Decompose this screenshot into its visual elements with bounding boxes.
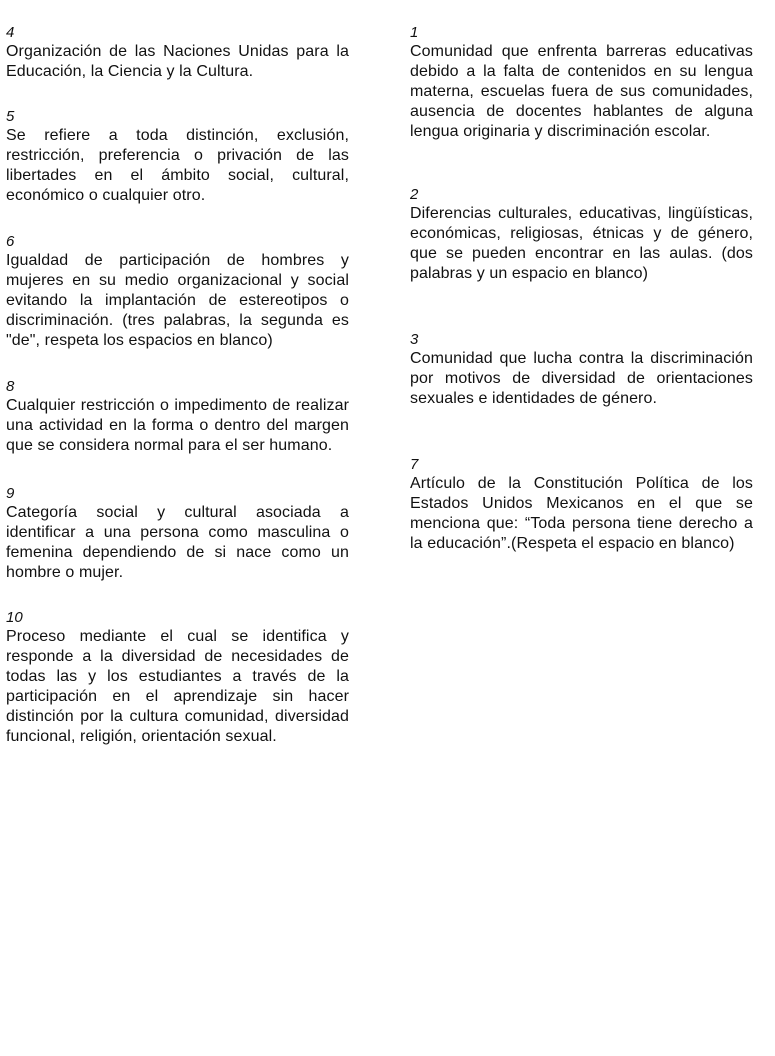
clue-text: Organización de las Naciones Unidas para la Educación, la Ciencia y la Cultura. xyxy=(6,43,349,80)
clues-column-right xyxy=(410,24,753,554)
clue-4 xyxy=(6,24,349,82)
clue-text: Comunidad que enfrenta barreras educativas debido a la falta de contenidos en su lengua materna, escuelas fuera de sus comunidades, ausencia de docentes hablantes de alguna lengua originaria y discriminación escolar. xyxy=(410,43,753,140)
clue-2 xyxy=(410,186,753,284)
clue-8 xyxy=(6,378,349,456)
clue-9 xyxy=(6,485,349,583)
clue-text: Artículo de la Constitución Política de los Estados Unidos Mexicanos en el que se menciona que: “Toda persona tiene derecho a la educación”.(Respeta el espacio en blanco) xyxy=(410,475,753,552)
clue-number: 1 xyxy=(410,24,419,41)
clue-text: Diferencias culturales, educativas, lingüísticas, económicas, religiosas, étnicas y de género, que se pueden encontrar en las aulas. (dos palabras y un espacio en blanco) xyxy=(410,205,753,282)
clue-text: Proceso mediante el cual se identifica y responde a la diversidad de necesidades de todas las y los estudiantes a través de la participación en el aprendizaje sin hacer distinción por la cultura comunidad, diversidad funcional, religión, orientación sexual. xyxy=(6,628,349,745)
clue-number: 9 xyxy=(6,485,15,502)
clue-text: Igualdad de participación de hombres y mujeres en su medio organizacional y social evitando la implantación de estereotipos o discriminación. (tres palabras, la segunda es "de", respeta los espacios en blanco) xyxy=(6,252,349,349)
clue-number: 8 xyxy=(6,378,15,395)
clue-3 xyxy=(410,331,753,409)
clue-text: Categoría social y cultural asociada a identificar a una persona como masculina o femenina dependiendo de si nace como un hombre o mujer. xyxy=(6,504,349,581)
clue-number: 2 xyxy=(410,186,419,203)
clue-7 xyxy=(410,456,753,554)
clue-number: 5 xyxy=(6,108,15,125)
clue-6 xyxy=(6,233,349,351)
clue-text: Se refiere a toda distinción, exclusión, restricción, preferencia o privación de las libertades en el ámbito social, cultural, económico o cualquier otro. xyxy=(6,127,349,204)
clue-number: 3 xyxy=(410,331,419,348)
clue-number: 4 xyxy=(6,24,15,41)
clue-text: Cualquier restricción o impedimento de realizar una actividad en la forma o dentro del margen que se considera normal para el ser humano. xyxy=(6,397,349,454)
clue-1 xyxy=(410,24,753,142)
clue-number: 10 xyxy=(6,609,23,626)
clue-10 xyxy=(6,609,349,747)
clues-column-left xyxy=(6,24,349,747)
clue-number: 7 xyxy=(410,456,419,473)
clue-number: 6 xyxy=(6,233,15,250)
clue-5 xyxy=(6,108,349,206)
clue-text: Comunidad que lucha contra la discriminación por motivos de diversidad de orientaciones sexuales e identidades de género. xyxy=(410,350,753,407)
